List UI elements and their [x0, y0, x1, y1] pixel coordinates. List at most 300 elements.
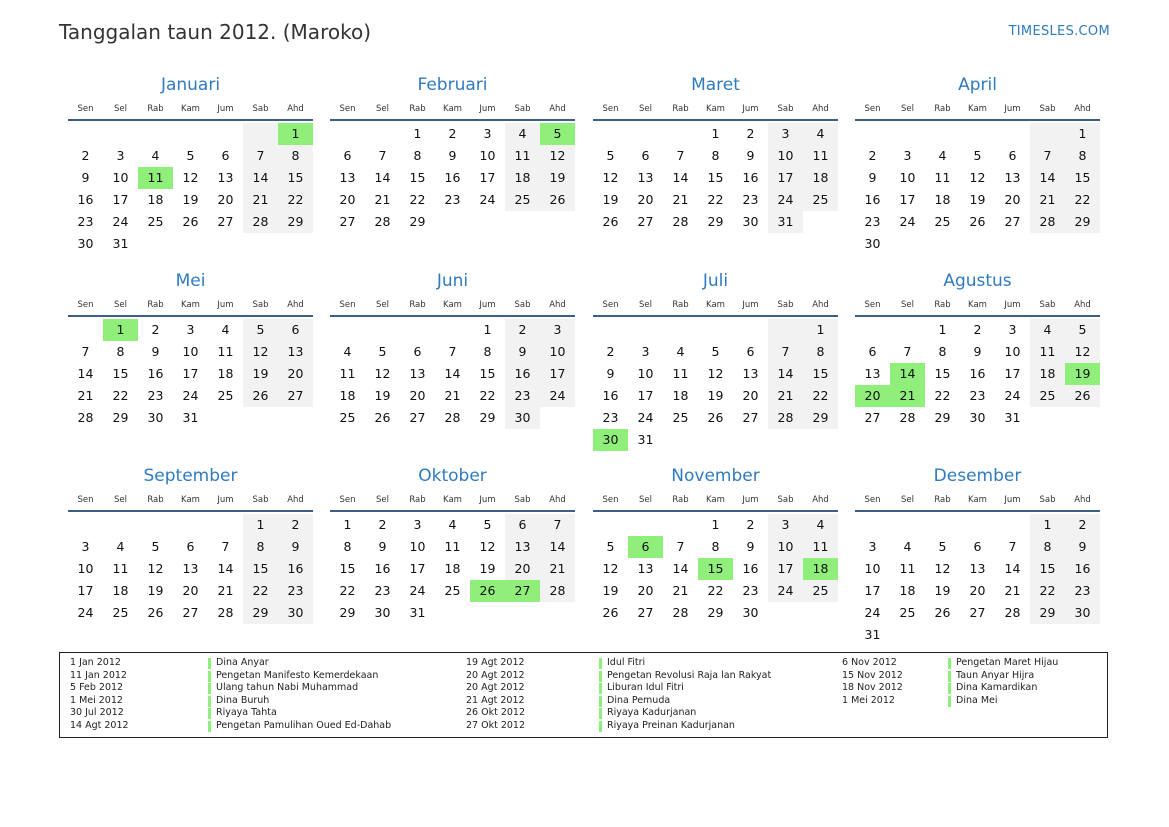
empty-cell: [995, 233, 1030, 255]
weekday-label: Jum: [479, 104, 496, 114]
legend-holiday-name: Riyaya Tahta: [208, 707, 391, 720]
legend-holiday-name: Dina Anyar: [208, 657, 391, 670]
empty-cell: [733, 429, 768, 451]
day-cell: 2: [448, 126, 457, 141]
legend-names-column: [599, 657, 771, 733]
day-cell: 16: [742, 561, 759, 576]
day-cell: 9: [746, 148, 755, 163]
day-cell: 26: [182, 214, 199, 229]
day-cell: 7: [768, 341, 803, 363]
day-cell: 29: [1065, 211, 1100, 233]
day-cell: 24: [864, 605, 881, 620]
header-divider: [593, 510, 838, 512]
empty-cell: [803, 429, 838, 451]
day-cell: 17: [768, 167, 803, 189]
month-februari: [330, 71, 575, 233]
day-cell: 12: [969, 170, 986, 185]
weekday-label: Sen: [602, 495, 619, 505]
weekday-header: [593, 102, 838, 116]
day-cell: 20: [637, 583, 654, 598]
weekday-label: Rab: [672, 495, 689, 505]
day-cell: 1: [803, 319, 838, 341]
weekday-label: Sab: [1039, 495, 1056, 505]
empty-cell: [505, 602, 540, 624]
day-cell: 3: [903, 148, 912, 163]
legend-date: 14 Agt 2012: [70, 719, 129, 731]
day-cell: 31: [637, 432, 654, 447]
day-cell: 30: [77, 236, 94, 251]
day-cell: 1: [483, 322, 492, 337]
day-cell: 5: [606, 539, 615, 554]
day-cell: 12: [934, 561, 951, 576]
day-cell: 26: [934, 605, 951, 620]
empty-cell: [173, 233, 208, 255]
weekday-label: Sel: [901, 300, 914, 310]
day-cell: 23: [864, 214, 881, 229]
empty-cell: [663, 123, 698, 145]
empty-cell: [855, 514, 890, 536]
day-cell: 12: [374, 366, 391, 381]
day-cell: 12: [182, 170, 199, 185]
day-cell: 15: [479, 366, 496, 381]
day-cell: 26: [540, 189, 575, 211]
day-cell: 25: [505, 189, 540, 211]
weekday-header: [593, 493, 838, 507]
day-cell: 16: [278, 558, 313, 580]
weekday-label: Kam: [181, 495, 200, 505]
weekday-label: Jum: [742, 495, 759, 505]
day-cell: 4: [903, 539, 912, 554]
day-cell: 11: [899, 561, 916, 576]
day-cell: 20: [637, 192, 654, 207]
day-cell: 19: [374, 388, 391, 403]
day-cell: 16: [742, 170, 759, 185]
day-cell: 17: [182, 366, 199, 381]
day-cell: 29: [339, 605, 356, 620]
day-cell: 13: [742, 366, 759, 381]
day-cell: 14: [217, 561, 234, 576]
day-cell: 15: [112, 366, 129, 381]
weekday-label: Sen: [77, 104, 94, 114]
empty-cell: [365, 123, 400, 145]
day-cell: 17: [112, 192, 129, 207]
day-cell: 9: [973, 344, 982, 359]
day-cell: 24: [409, 583, 426, 598]
day-cell: 24: [899, 214, 916, 229]
day-cell: 30: [374, 605, 391, 620]
empty-cell: [1065, 407, 1100, 429]
day-cell: 22: [112, 388, 129, 403]
day-cell: 4: [1030, 319, 1065, 341]
day-cell: 6: [278, 319, 313, 341]
weekday-label: Sel: [901, 495, 914, 505]
day-cell: 2: [278, 514, 313, 536]
day-cell: 24: [1004, 388, 1021, 403]
day-cell: 10: [77, 561, 94, 576]
empty-cell: [1030, 624, 1065, 646]
weekday-label: Kam: [968, 300, 987, 310]
day-cell: 14: [1030, 167, 1065, 189]
day-cell: 2: [378, 517, 387, 532]
day-cell: 13: [637, 561, 654, 576]
legend-date: 1 Mei 2012: [70, 694, 123, 706]
day-cell: 6: [746, 344, 755, 359]
day-cell: 14: [1004, 561, 1021, 576]
weekday-header: [68, 298, 313, 312]
weekday-label: Sen: [602, 104, 619, 114]
legend-date: 18 Nov 2012: [842, 682, 903, 694]
day-cell: 13: [1004, 170, 1021, 185]
day-cell: 17: [864, 583, 881, 598]
empty-cell: [960, 624, 995, 646]
empty-cell: [505, 211, 540, 233]
day-cell: 2: [868, 148, 877, 163]
holiday-day-cell: 15: [698, 558, 733, 580]
day-cell: 13: [182, 561, 199, 576]
day-cell: 5: [378, 344, 387, 359]
day-cell: 26: [147, 605, 164, 620]
day-cell: 8: [116, 344, 125, 359]
day-cell: 18: [672, 388, 689, 403]
holiday-day-cell: 30: [593, 429, 628, 451]
day-cell: 15: [243, 558, 278, 580]
day-cell: 24: [768, 189, 803, 211]
day-cell: 3: [81, 539, 90, 554]
weekday-label: Rab: [672, 300, 689, 310]
weekday-label: Jum: [1004, 495, 1021, 505]
weekday-label: Ahd: [1074, 300, 1091, 310]
day-cell: 28: [77, 410, 94, 425]
day-cell: 28: [217, 605, 234, 620]
day-cell: 28: [768, 407, 803, 429]
holiday-day-cell: 27: [505, 580, 540, 602]
day-cell: 8: [278, 145, 313, 167]
day-cell: 17: [540, 363, 575, 385]
empty-cell: [208, 123, 243, 145]
header-divider: [855, 315, 1100, 317]
day-cell: 29: [934, 410, 951, 425]
month-name: Desember: [933, 466, 1022, 486]
day-cell: 10: [864, 561, 881, 576]
empty-cell: [593, 319, 628, 341]
day-cell: 19: [540, 167, 575, 189]
day-cell: 20: [217, 192, 234, 207]
weekday-label: Kam: [706, 495, 725, 505]
legend-dates-column: [466, 657, 525, 733]
day-cell: 14: [672, 561, 689, 576]
day-cell: 16: [505, 363, 540, 385]
empty-cell: [1030, 123, 1065, 145]
day-cell: 2: [151, 322, 160, 337]
day-cell: 4: [938, 148, 947, 163]
empty-cell: [890, 319, 925, 341]
day-cell: 6: [343, 148, 352, 163]
day-cell: 29: [803, 407, 838, 429]
day-grid: [593, 319, 838, 451]
day-cell: 4: [343, 344, 352, 359]
empty-cell: [593, 514, 628, 536]
weekday-header: [593, 298, 838, 312]
day-cell: 6: [973, 539, 982, 554]
day-cell: 9: [278, 536, 313, 558]
day-cell: 6: [186, 539, 195, 554]
day-cell: 31: [182, 410, 199, 425]
day-cell: 27: [182, 605, 199, 620]
day-cell: 19: [602, 192, 619, 207]
day-cell: 5: [483, 517, 492, 532]
legend-holiday-name: Ulang tahun Nabi Muhammad: [208, 682, 391, 695]
day-cell: 17: [768, 558, 803, 580]
day-cell: 8: [803, 341, 838, 363]
weekday-label: Sen: [864, 104, 881, 114]
day-cell: 9: [746, 539, 755, 554]
day-cell: 5: [606, 148, 615, 163]
empty-cell: [68, 514, 103, 536]
weekday-label: Sel: [376, 495, 389, 505]
day-cell: 9: [505, 341, 540, 363]
weekday-label: Sen: [864, 300, 881, 310]
day-cell: 5: [711, 344, 720, 359]
day-cell: 5: [938, 539, 947, 554]
day-cell: 14: [768, 363, 803, 385]
day-cell: 3: [868, 539, 877, 554]
empty-cell: [138, 233, 173, 255]
empty-cell: [698, 319, 733, 341]
day-cell: 6: [505, 514, 540, 536]
empty-cell: [960, 233, 995, 255]
day-cell: 14: [374, 170, 391, 185]
day-cell: 20: [505, 558, 540, 580]
weekday-label: Sab: [1039, 104, 1056, 114]
legend-names-column: [208, 657, 391, 733]
empty-cell: [1065, 233, 1100, 255]
day-cell: 25: [934, 214, 951, 229]
legend-holiday-name: Taun Anyar Hijra: [948, 670, 1058, 683]
legend-holiday-name: Riyaya Kadurjanan: [599, 707, 771, 720]
empty-cell: [628, 123, 663, 145]
day-cell: 23: [742, 192, 759, 207]
month-name: Oktober: [418, 466, 487, 486]
weekday-header: [68, 493, 313, 507]
day-cell: 21: [217, 583, 234, 598]
month-mei: [68, 267, 313, 429]
day-cell: 28: [540, 580, 575, 602]
header-divider: [68, 510, 313, 512]
holiday-day-cell: 18: [803, 558, 838, 580]
day-cell: 9: [606, 366, 615, 381]
day-cell: 23: [505, 385, 540, 407]
day-cell: 1: [343, 517, 352, 532]
day-grid: [593, 123, 838, 233]
empty-cell: [400, 319, 435, 341]
day-cell: 7: [676, 148, 685, 163]
empty-cell: [733, 319, 768, 341]
month-name: Januari: [160, 75, 221, 95]
day-cell: 13: [278, 341, 313, 363]
day-cell: 17: [899, 192, 916, 207]
weekday-label: Ahd: [287, 300, 304, 310]
weekday-label: Sel: [639, 300, 652, 310]
holiday-day-cell: 21: [890, 385, 925, 407]
holiday-day-cell: 19: [1065, 363, 1100, 385]
empty-cell: [663, 319, 698, 341]
empty-cell: [470, 211, 505, 233]
day-cell: 18: [803, 167, 838, 189]
day-cell: 17: [77, 583, 94, 598]
weekday-label: Jum: [742, 104, 759, 114]
weekday-label: Sab: [252, 495, 269, 505]
day-cell: 18: [217, 366, 234, 381]
weekday-label: Ahd: [812, 495, 829, 505]
day-grid: [855, 319, 1100, 429]
day-cell: 21: [77, 388, 94, 403]
day-cell: 22: [278, 189, 313, 211]
day-cell: 27: [278, 385, 313, 407]
day-cell: 16: [864, 192, 881, 207]
empty-cell: [925, 514, 960, 536]
day-cell: 20: [339, 192, 356, 207]
day-cell: 9: [378, 539, 387, 554]
day-cell: 19: [479, 561, 496, 576]
weekday-label: Sen: [602, 300, 619, 310]
day-cell: 13: [864, 366, 881, 381]
day-cell: 28: [374, 214, 391, 229]
month-november: [593, 462, 838, 624]
weekday-header: [330, 102, 575, 116]
day-cell: 29: [479, 410, 496, 425]
weekday-label: Jum: [479, 495, 496, 505]
day-cell: 9: [868, 170, 877, 185]
day-cell: 14: [444, 366, 461, 381]
weekday-label: Sen: [864, 495, 881, 505]
day-cell: 18: [1030, 363, 1065, 385]
empty-cell: [960, 514, 995, 536]
weekday-header: [330, 493, 575, 507]
day-cell: 9: [1065, 536, 1100, 558]
empty-cell: [890, 123, 925, 145]
day-cell: 30: [278, 602, 313, 624]
day-cell: 22: [1065, 189, 1100, 211]
day-cell: 19: [182, 192, 199, 207]
day-cell: 2: [606, 344, 615, 359]
day-cell: 22: [803, 385, 838, 407]
day-cell: 11: [112, 561, 129, 576]
day-cell: 8: [343, 539, 352, 554]
month-name: April: [958, 75, 997, 95]
weekday-label: Rab: [147, 495, 164, 505]
day-cell: 25: [217, 388, 234, 403]
day-cell: 7: [676, 539, 685, 554]
weekday-label: Sab: [514, 104, 531, 114]
empty-cell: [855, 319, 890, 341]
day-cell: 10: [409, 539, 426, 554]
empty-cell: [768, 429, 803, 451]
empty-cell: [698, 429, 733, 451]
month-name: Agustus: [943, 271, 1012, 291]
day-cell: 29: [707, 605, 724, 620]
day-cell: 13: [969, 561, 986, 576]
day-cell: 22: [707, 583, 724, 598]
day-cell: 21: [444, 388, 461, 403]
day-cell: 10: [637, 366, 654, 381]
weekday-label: Sel: [114, 300, 127, 310]
weekday-label: Sen: [77, 495, 94, 505]
day-cell: 25: [899, 605, 916, 620]
day-cell: 29: [409, 214, 426, 229]
legend-date: 20 Agt 2012: [466, 669, 525, 681]
page-title: Tanggalan taun 2012. (Maroko): [59, 20, 371, 44]
day-cell: 4: [116, 539, 125, 554]
weekday-label: Jum: [217, 104, 234, 114]
day-cell: 16: [147, 366, 164, 381]
day-cell: 17: [479, 170, 496, 185]
weekday-header: [855, 493, 1100, 507]
day-cell: 27: [217, 214, 234, 229]
empty-cell: [803, 602, 838, 624]
day-cell: 26: [374, 410, 391, 425]
day-cell: 5: [151, 539, 160, 554]
header-divider: [330, 119, 575, 121]
day-cell: 16: [1065, 558, 1100, 580]
weekday-label: Kam: [706, 300, 725, 310]
day-cell: 19: [243, 363, 278, 385]
day-cell: 27: [409, 410, 426, 425]
day-cell: 8: [243, 536, 278, 558]
day-cell: 29: [243, 602, 278, 624]
day-cell: 7: [243, 145, 278, 167]
legend-holiday-name: Pengetan Revolusi Raja lan Rakyat: [599, 670, 771, 683]
weekday-label: Sel: [114, 104, 127, 114]
empty-cell: [768, 319, 803, 341]
day-cell: 26: [243, 385, 278, 407]
day-cell: 28: [243, 211, 278, 233]
day-cell: 24: [112, 214, 129, 229]
legend-date: 27 Okt 2012: [466, 719, 526, 731]
day-cell: 1: [413, 126, 422, 141]
day-cell: 23: [444, 192, 461, 207]
day-cell: 5: [1065, 319, 1100, 341]
day-grid: [330, 319, 575, 429]
legend-date: 21 Agt 2012: [466, 694, 525, 706]
empty-cell: [768, 602, 803, 624]
day-cell: 24: [182, 388, 199, 403]
brand-link[interactable]: TIMESLES.COM: [1008, 24, 1110, 39]
empty-cell: [330, 319, 365, 341]
day-cell: 18: [339, 388, 356, 403]
weekday-label: Sel: [901, 104, 914, 114]
day-cell: 11: [803, 145, 838, 167]
day-cell: 15: [934, 366, 951, 381]
weekday-label: Rab: [934, 300, 951, 310]
weekday-label: Sab: [252, 300, 269, 310]
legend-names-column: [948, 657, 1058, 707]
empty-cell: [628, 514, 663, 536]
day-cell: 6: [868, 344, 877, 359]
day-cell: 23: [147, 388, 164, 403]
weekday-label: Sab: [1039, 300, 1056, 310]
day-cell: 20: [409, 388, 426, 403]
day-cell: 12: [1065, 341, 1100, 363]
day-cell: 11: [339, 366, 356, 381]
empty-cell: [68, 123, 103, 145]
day-cell: 18: [112, 583, 129, 598]
day-cell: 15: [339, 561, 356, 576]
day-cell: 3: [116, 148, 125, 163]
day-cell: 25: [1030, 385, 1065, 407]
weekday-label: Sab: [514, 495, 531, 505]
day-grid: [330, 123, 575, 233]
day-cell: 12: [602, 561, 619, 576]
